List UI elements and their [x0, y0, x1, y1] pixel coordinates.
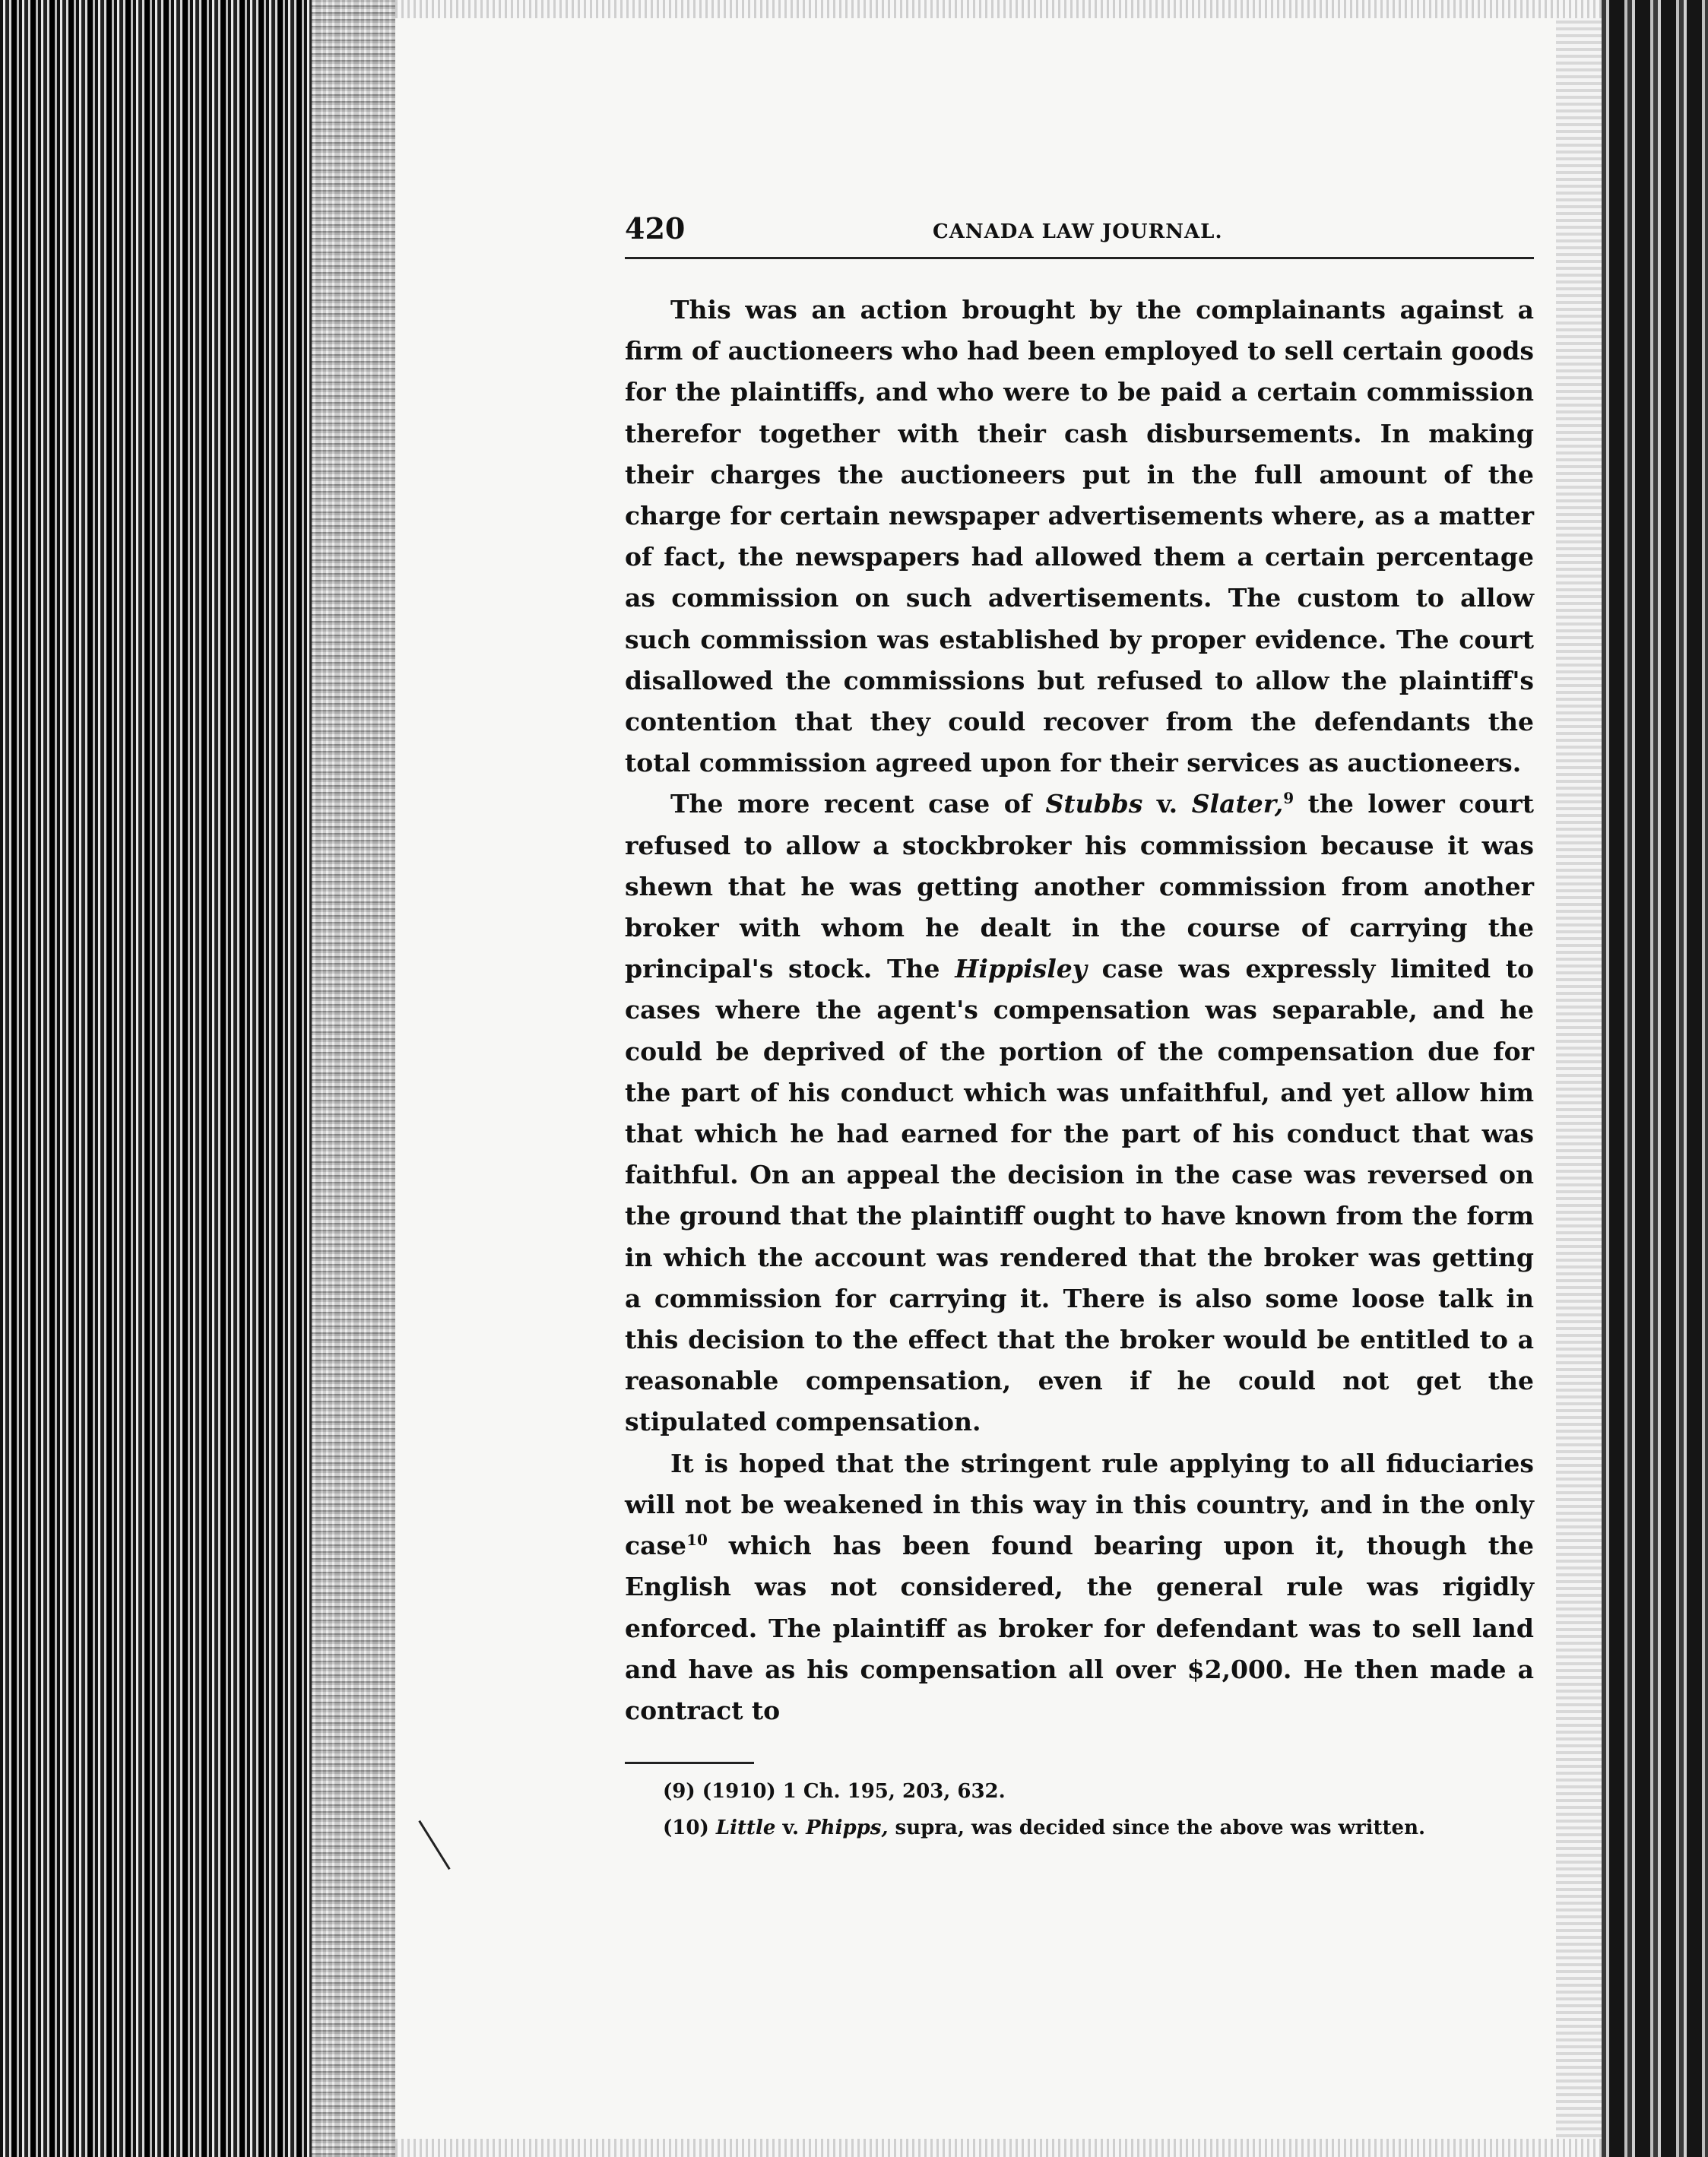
paragraph-text: the lower court refused to allow a stockbroker his commission because it was shewn that he was getting another commission from another broker with whom he dealt in the course of carrying the principal's stock. The [625, 789, 1535, 984]
footnote-text: supra, was decided since the above was written. [888, 1817, 1426, 1840]
footnotes [625, 1773, 1534, 1846]
paragraph-fiduciaries [625, 1443, 1534, 1731]
case-name: Little [715, 1817, 776, 1840]
page-content [625, 211, 1534, 1846]
footnote-text: v. [775, 1817, 806, 1840]
paragraph-text: It is hoped that the stringent rule applying to all fiduciaries will not be weakened in this way in this country, and in the only case [625, 1448, 1534, 1561]
running-head [625, 211, 1534, 257]
paragraph-auctioneers: This was an action brought by the complainants against a firm of auctioneers who had been employed to sell certain goods for the plaintiffs, and who were to be paid a certain commission therefor together with their cash disbursements. In making their charges the auctioneers put in the full amount of the charge for certain newspaper advertisements where, as a matter of fact, the newspapers had allowed them a certain percentage as commission on such advertisements. The custom to allow such commission was established by proper evidence. The court disallowed the commissions but refused to allow the plaintiff's contention that they could recover from the defendants the total commission agreed upon for their services as auctioneers. [625, 295, 1534, 778]
paragraph-text: The more recent case of [670, 789, 1046, 819]
paragraph-text: v. [1142, 789, 1192, 819]
footnote-ref-10: 10 [686, 1531, 708, 1550]
case-name: Phipps, [806, 1817, 889, 1840]
header-rule [625, 257, 1534, 259]
case-name: Stubbs [1045, 789, 1143, 819]
book-binding-right [1602, 0, 1708, 2157]
footnote-10 [625, 1810, 1534, 1846]
footnote-ref-9: 9 [1283, 789, 1294, 808]
footnote-label: (10) [663, 1817, 716, 1840]
page-bottom-edge [395, 2139, 1602, 2157]
footnote-9: (9) (1910) 1 Ch. 195, 203, 632. [663, 1780, 1006, 1804]
paragraph-text: which has been found bearing upon it, though the English was not considered, the general rule was rigidly enforced. The plaintiff as broker for defendant was to sell land and have as his compensation all over $2,000. He then made a contract to [625, 1531, 1534, 1725]
case-name: Hippisley [955, 954, 1087, 984]
page-number: 420 [625, 211, 686, 245]
paragraph-stubbs-v-slater [625, 784, 1534, 1443]
book-binding-left [0, 0, 395, 2157]
case-name: Slater, [1191, 789, 1284, 819]
paragraph-text: case was expressly limited to cases where the agent's compensation was separable, and he could be deprived of the portion of the compensation due for the part of his conduct which was unfaithful, and yet allow him that which he had earned for the part of his conduct that was faithful. On an appeal the decision in the case was reversed on the ground that the plaintiff ought to have known from the form in which the account was rendered that the broker was getting a commission for carrying it. There is also some loose talk in this decision to the effect that the broker would be entitled to a reasonable compensation, even if he could not get the stipulated compensation. [625, 954, 1534, 1437]
page-top-edge [395, 0, 1602, 18]
footnote-rule [625, 1762, 754, 1764]
body-text [625, 290, 1534, 1731]
journal-title: CANADA LAW JOURNAL. [933, 220, 1223, 243]
margin-pencil-mark [418, 1820, 450, 1870]
